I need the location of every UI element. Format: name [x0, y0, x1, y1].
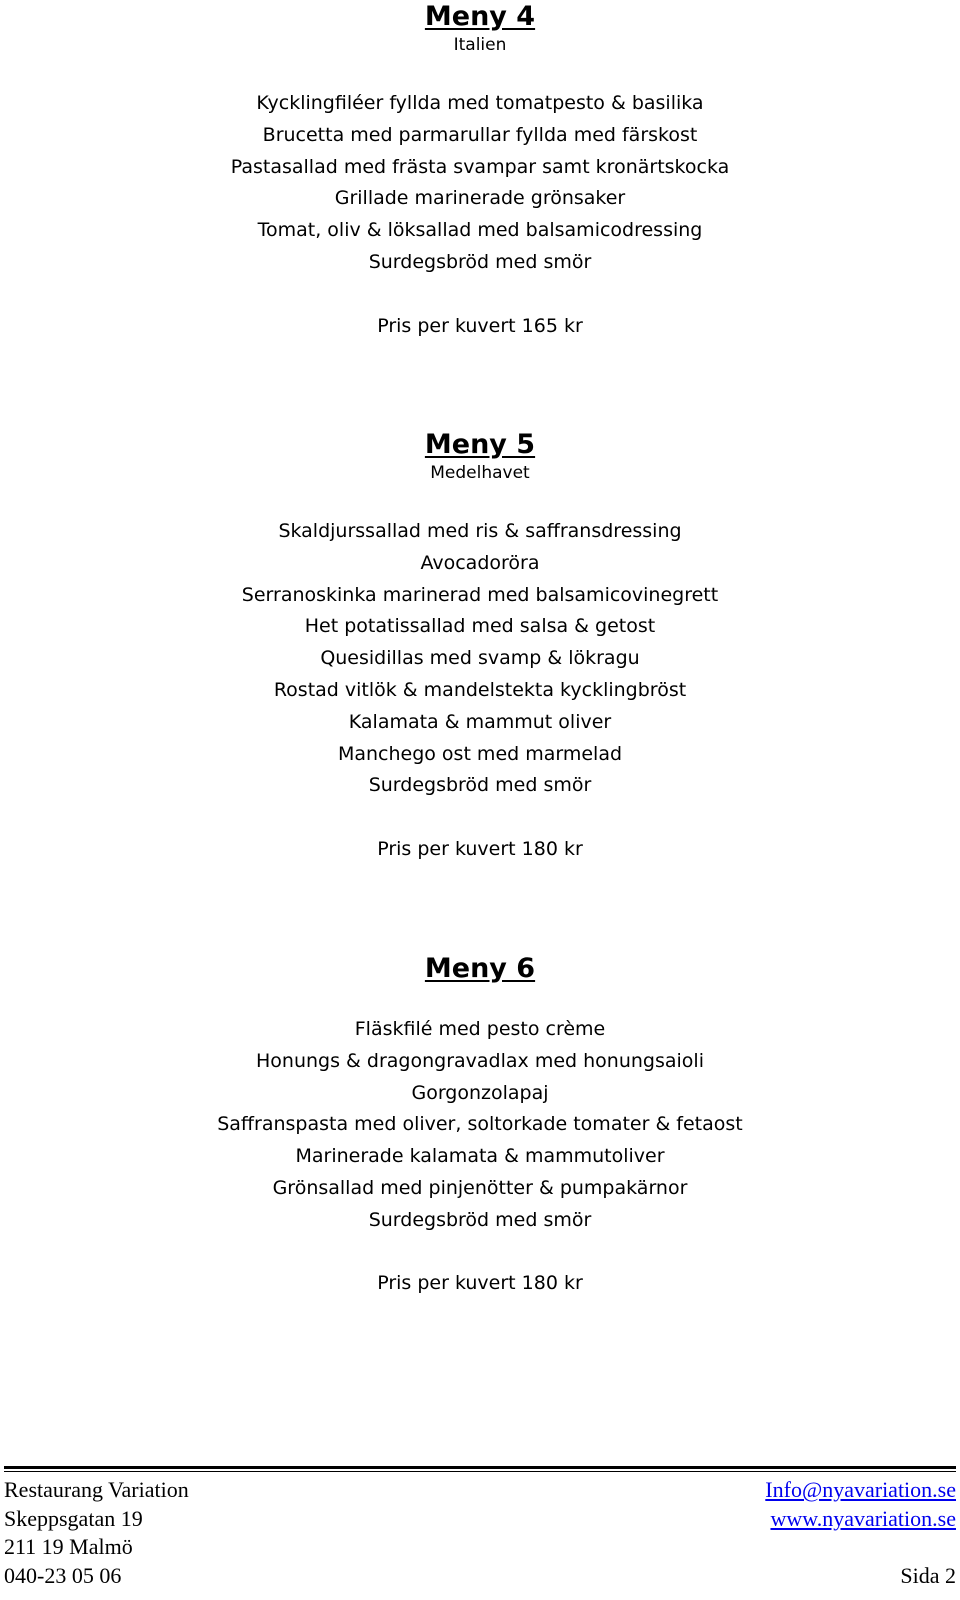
menu-price: Pris per kuvert 180 kr	[377, 1272, 583, 1295]
menu-price: Pris per kuvert 165 kr	[377, 314, 583, 337]
menu-title: Meny 6	[424, 953, 536, 984]
footer-divider-thin	[4, 1471, 956, 1472]
postal-city: 211 19 Malmö	[4, 1534, 133, 1559]
dish-item: Surdegsbröd med smör	[368, 1208, 592, 1231]
footer-row	[4, 1505, 956, 1534]
menu-title: Meny 5	[424, 429, 536, 460]
street-address: Skeppsgatan 19	[4, 1505, 143, 1531]
menu-section-5	[0, 428, 960, 866]
phone-number: 040-23 05 06	[4, 1562, 122, 1588]
dish-list	[0, 1014, 960, 1237]
menu-price: Pris per kuvert 180 kr	[377, 837, 583, 860]
dish-item: Marinerade kalamata & mammutoliver	[295, 1145, 665, 1168]
dish-item: Surdegsbröd med smör	[368, 250, 592, 273]
menu-subtitle: Italien	[453, 35, 507, 55]
menu-title: Meny 4	[424, 1, 536, 32]
dish-item: Brucetta med parmarullar fyllda med färskost	[262, 123, 698, 146]
footer-row	[4, 1533, 956, 1562]
dish-item: Fläskfilé med pesto crème	[354, 1018, 606, 1040]
dish-item: Saffranspasta med oliver, soltorkade tomater & fetaost	[217, 1113, 743, 1136]
dish-item: Skaldjurssallad med ris & saffransdressing	[278, 520, 682, 542]
dish-item: Avocadoröra	[420, 551, 540, 574]
menu-section-6	[0, 952, 960, 1300]
dish-item: Het potatissallad med salsa & getost	[304, 615, 656, 638]
dish-item: Kycklingfiléer fyllda med tomatpesto & basilika	[256, 92, 704, 114]
footer	[4, 1476, 956, 1590]
footer-divider	[4, 1466, 956, 1469]
email-link[interactable]: Info@nyavariation.se	[765, 1477, 956, 1502]
dish-list	[0, 88, 960, 279]
restaurant-name: Restaurang Variation	[4, 1477, 189, 1502]
dish-item: Rostad vitlök & mandelstekta kycklingbröst	[273, 678, 687, 701]
dish-item: Honungs & dragongravadlax med honungsaioli	[256, 1049, 704, 1072]
dish-item: Grillade marinerade grönsaker	[334, 187, 626, 210]
dish-item: Manchego ost med marmelad	[337, 742, 623, 765]
dish-item: Quesidillas med svamp & lökragu	[320, 647, 640, 670]
dish-list	[0, 516, 960, 802]
page-number: Sida 2	[900, 1562, 956, 1588]
dish-item: Pastasallad med frästa svampar samt kronärtskocka	[230, 155, 730, 178]
footer-row	[4, 1562, 956, 1591]
dish-item: Serranoskinka marinerad med balsamicovinegrett	[241, 583, 719, 606]
footer-row	[4, 1476, 956, 1505]
dish-item: Surdegsbröd med smör	[368, 774, 592, 797]
menu-subtitle: Medelhavet	[430, 463, 530, 483]
dish-item: Kalamata & mammut oliver	[348, 710, 612, 733]
dish-item: Tomat, oliv & löksallad med balsamicodressing	[257, 219, 703, 242]
dish-item: Grönsallad med pinjenötter & pumpakärnor	[272, 1176, 688, 1199]
dish-item: Gorgonzolapaj	[411, 1081, 549, 1104]
website-link[interactable]: www.nyavariation.se	[770, 1505, 956, 1531]
menu-section-4	[0, 0, 960, 342]
